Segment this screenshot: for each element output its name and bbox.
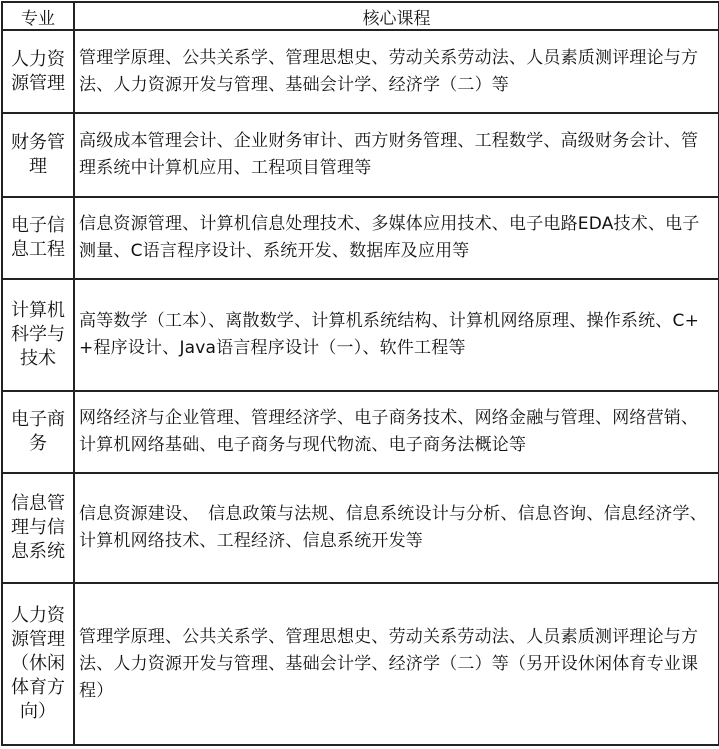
major-cell: 电子信息工程 xyxy=(2,197,74,279)
curriculum-table xyxy=(0,1,719,749)
course-table xyxy=(1,1,719,746)
major-cell: 信息管理与信息系统 xyxy=(2,473,74,583)
table-row xyxy=(2,197,719,279)
major-cell: 人力资源管理（休闲体育方向） xyxy=(2,583,74,745)
header-row xyxy=(2,2,719,30)
courses-cell: 信息资源建设、 信息政策与法规、信息系统设计与分析、信息咨询、信息经济学、计算机网络技术、工程经济、信息系统开发等 xyxy=(74,473,719,583)
table-row xyxy=(2,473,719,583)
table-row xyxy=(2,113,719,197)
table-row xyxy=(2,391,719,473)
courses-cell: 管理学原理、公共关系学、管理思想史、劳动关系劳动法、人员素质测评理论与方法、人力资源开发与管理、基础会计学、经济学（二）等 xyxy=(74,30,719,113)
major-cell: 人力资源管理 xyxy=(2,30,74,113)
table-row xyxy=(2,583,719,745)
major-cell: 电子商务 xyxy=(2,391,74,473)
header-courses: 核心课程 xyxy=(74,2,719,30)
courses-cell: 管理学原理、公共关系学、管理思想史、劳动关系劳动法、人员素质测评理论与方法、人力资源开发与管理、基础会计学、经济学（二）等（另开设休闲体育专业课程） xyxy=(74,583,719,745)
courses-cell: 信息资源管理、计算机信息处理技术、多媒体应用技术、电子电路EDA技术、电子测量、C语言程序设计、系统开发、数据库及应用等 xyxy=(74,197,719,279)
major-cell: 财务管理 xyxy=(2,113,74,197)
table-row xyxy=(2,279,719,391)
courses-cell: 高级成本管理会计、企业财务审计、西方财务管理、工程数学、高级财务会计、管理系统中计算机应用、工程项目管理等 xyxy=(74,113,719,197)
table-row xyxy=(2,30,719,113)
major-cell: 计算机科学与技术 xyxy=(2,279,74,391)
header-major: 专业 xyxy=(2,2,74,30)
courses-cell: 高等数学（工本）、离散数学、计算机系统结构、计算机网络原理、操作系统、C++程序设计、Java语言程序设计（一）、软件工程等 xyxy=(74,279,719,391)
courses-cell: 网络经济与企业管理、管理经济学、电子商务技术、网络金融与管理、网络营销、计算机网络基础、电子商务与现代物流、电子商务法概论等 xyxy=(74,391,719,473)
